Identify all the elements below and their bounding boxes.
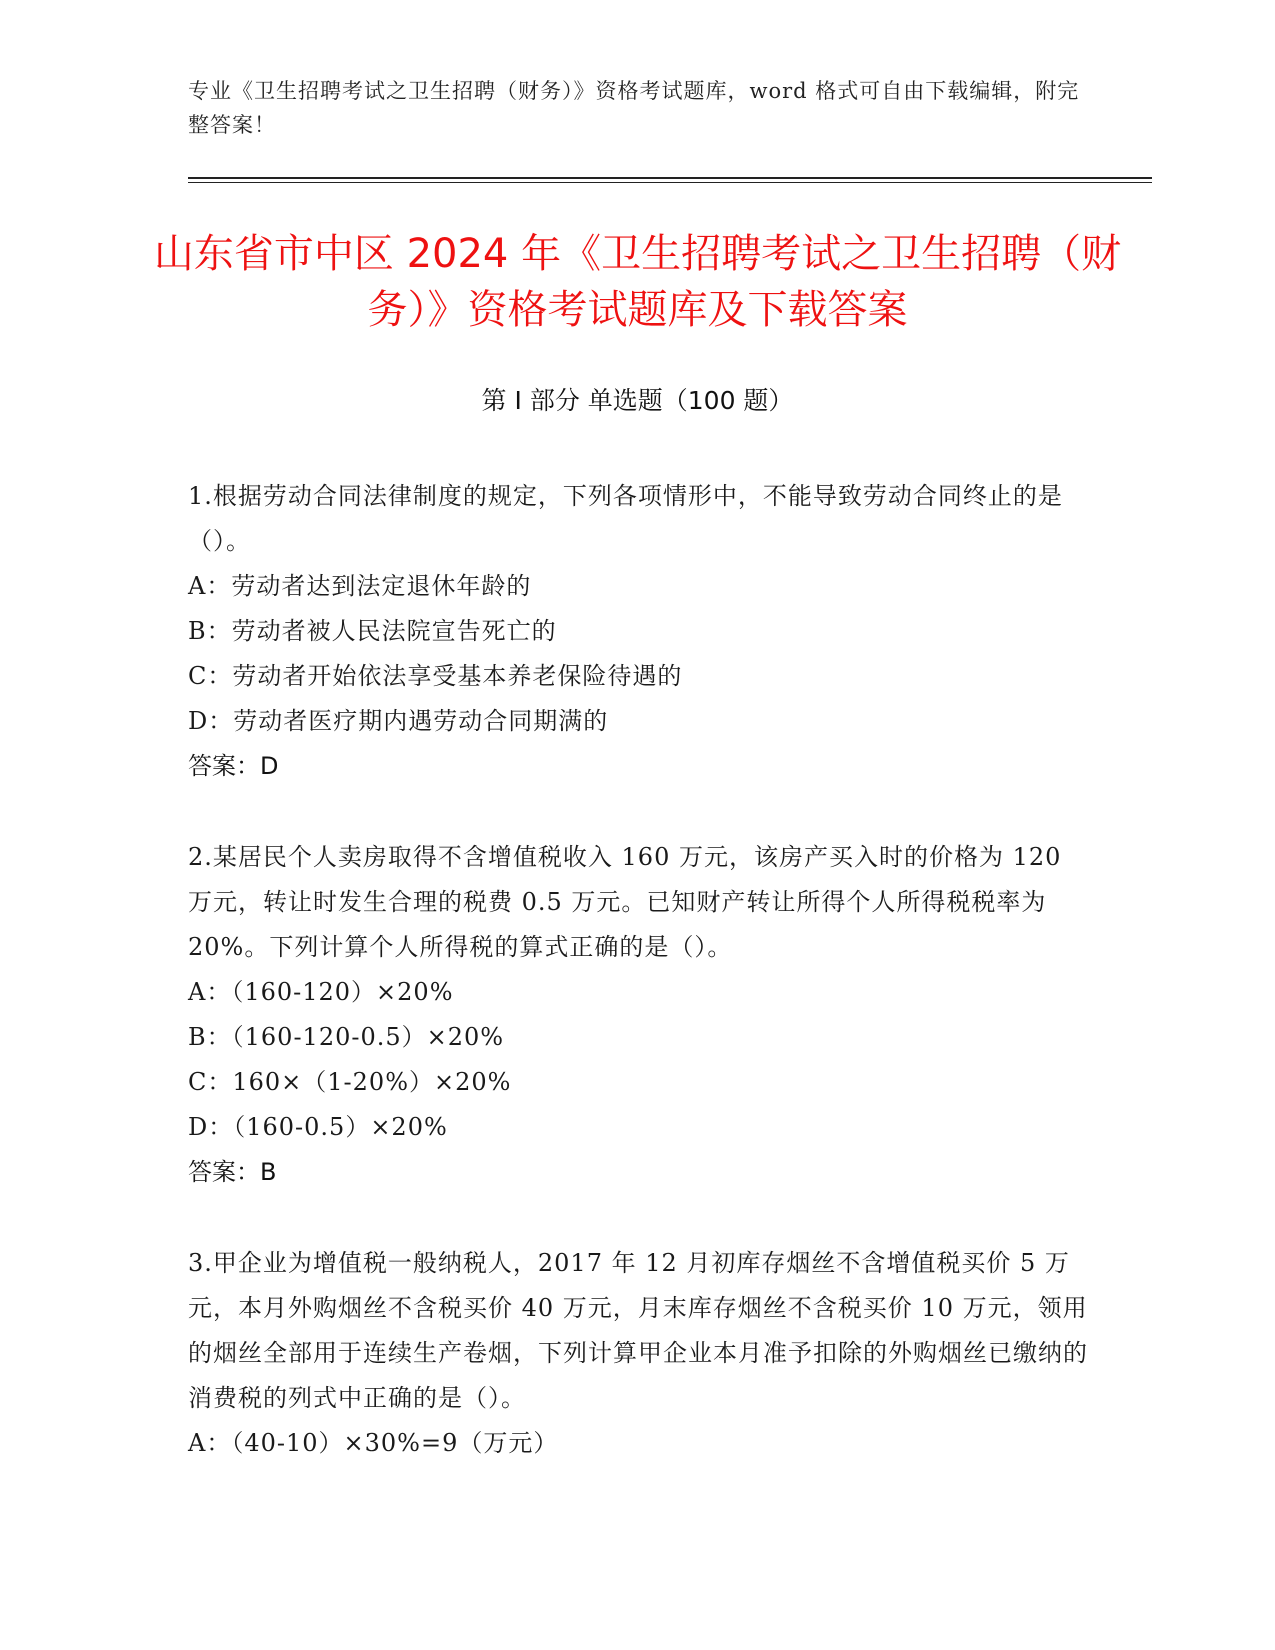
answer-line: 答案：B: [188, 1158, 277, 1186]
question-1: [188, 474, 1088, 789]
question-3: [188, 1241, 1088, 1466]
option-b: B：劳动者被人民法院宣告死亡的: [188, 617, 557, 645]
document-title: 山东省市中区 2024 年《卫生招聘考试之卫生招聘（财务）》资格考试题库及下载答案: [153, 231, 1122, 333]
option-c: C：劳动者开始依法享受基本养老保险待遇的: [188, 662, 683, 690]
option-b: B：（160-120-0.5）×20%: [188, 1023, 505, 1051]
option-c: C：160×（1-20%）×20%: [188, 1068, 512, 1096]
question-list: [188, 474, 1088, 1512]
header-divider-thick: [188, 177, 1152, 179]
question-text: 3.甲企业为增值税一般纳税人，2017 年 12 月初库存烟丝不含增值税买价 5 万元，本月外购烟丝不含税买价 40 万元，月末库存烟丝不含税买价 10 万元，领用的烟丝全部用于连续生产卷烟，下列计算甲企业本月准予扣除的外购烟丝已缴纳的消费税的列式中正确的是（）。: [188, 1249, 1088, 1412]
question-text: 2.某居民个人卖房取得不含增值税收入 160 万元，该房产买入时的价格为 120 万元，转让时发生合理的税费 0.5 万元。已知财产转让所得个人所得税税率为 20%。下列计算个人所得税的算式正确的是（）。: [188, 843, 1062, 961]
answer-line: 答案：D: [188, 752, 279, 780]
question-text: 1.根据劳动合同法律制度的规定，下列各项情形中，不能导致劳动合同终止的是（）。: [188, 482, 1063, 555]
header-note: 专业《卫生招聘考试之卫生招聘（财务）》资格考试题库，word 格式可自由下载编辑，附完整答案！: [188, 79, 1080, 137]
header-divider-thin: [188, 182, 1152, 183]
section-title: 第 I 部分 单选题（100 题）: [481, 386, 794, 415]
option-a: A：（40-10）×30%=9（万元）: [188, 1429, 559, 1457]
option-a: A：（160-120）×20%: [188, 978, 454, 1006]
question-2: [188, 835, 1088, 1195]
option-d: D：（160-0.5）×20%: [188, 1113, 448, 1141]
option-a: A：劳动者达到法定退休年龄的: [188, 572, 532, 600]
option-d: D：劳动者医疗期内遇劳动合同期满的: [188, 707, 609, 735]
